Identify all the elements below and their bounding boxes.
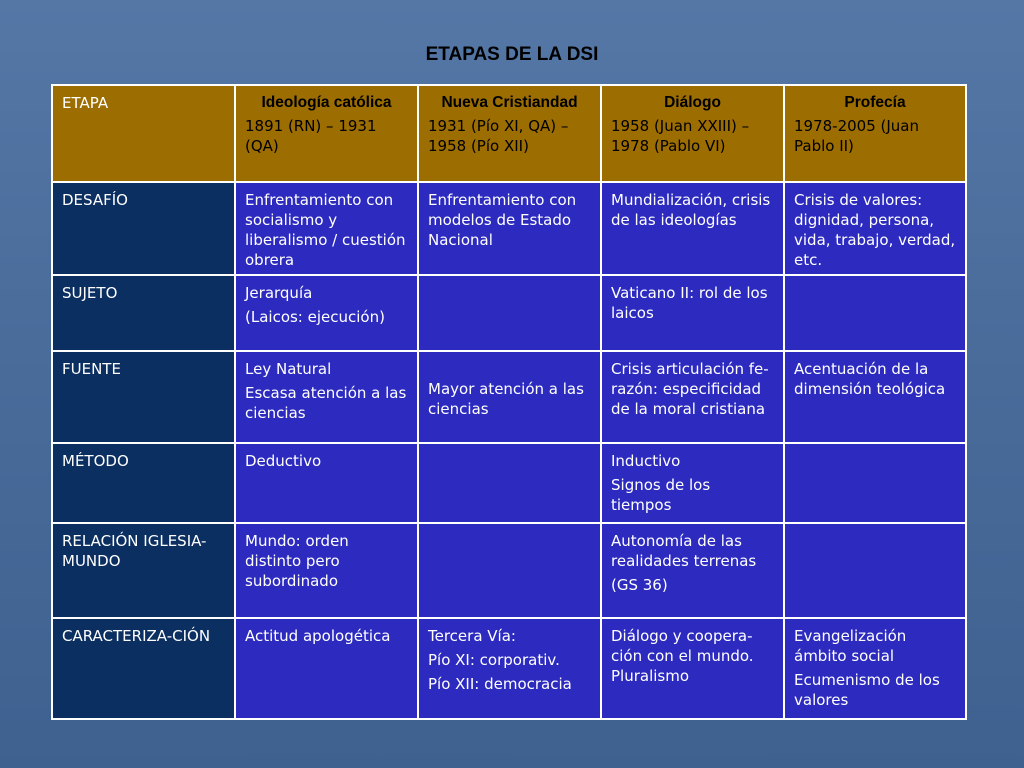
row-label: CARACTERIZA-CIÓN	[62, 627, 211, 645]
header-etapa-cell	[52, 85, 235, 182]
table-row	[52, 351, 966, 443]
table-cell	[601, 351, 784, 443]
cell-text: Mundialización, crisis de las ideologías	[611, 191, 771, 229]
row-label: FUENTE	[62, 360, 121, 378]
table-cell	[235, 182, 418, 275]
row-label-cell	[52, 275, 235, 351]
cell-text: Enfrentamiento con socialismo y liberalismo / cuestión obrera	[245, 191, 406, 269]
header-row	[52, 85, 966, 182]
stages-table	[51, 84, 967, 720]
row-label: DESAFÍO	[62, 191, 128, 209]
table-cell	[601, 182, 784, 275]
cell-text: Crisis articulación fe-razón: especificidad de la moral cristiana	[611, 360, 769, 418]
row-label: MÉTODO	[62, 452, 129, 470]
table-cell	[601, 443, 784, 523]
table-cell	[784, 182, 966, 275]
slide-title: ETAPAS DE LA DSI	[425, 44, 599, 65]
table-cell	[601, 275, 784, 351]
cell-text: Jerarquía	[245, 284, 313, 302]
stage-dates: 1931 (Pío XI, QA) – 1958 (Pío XII)	[428, 117, 569, 155]
stage-name: Diálogo	[664, 94, 721, 111]
row-label: RELACIÓN IGLESIA-MUNDO	[62, 532, 207, 570]
header-col-1	[235, 85, 418, 182]
table-cell	[418, 618, 601, 719]
table-row	[52, 523, 966, 618]
cell-text: Mundo: orden distinto pero subordinado	[245, 532, 349, 590]
table-cell	[784, 443, 966, 523]
header-etapa-label: ETAPA	[62, 94, 109, 112]
stage-name: Profecía	[844, 94, 906, 111]
cell-text: (Laicos: ejecución)	[245, 308, 385, 326]
table-cell	[784, 351, 966, 443]
header-col-4	[784, 85, 966, 182]
table-cell	[601, 523, 784, 618]
table-cell	[418, 351, 601, 443]
cell-text: Evangelización ámbito social	[794, 627, 907, 665]
cell-text: Tercera Vía:	[428, 627, 516, 645]
cell-text: Inductivo	[611, 452, 681, 470]
header-col-3	[601, 85, 784, 182]
table-row	[52, 443, 966, 523]
cell-text: Ley Natural	[245, 360, 332, 378]
cell-text: Ecumenismo de los valores	[794, 671, 940, 709]
table-cell	[784, 275, 966, 351]
header-col-2	[418, 85, 601, 182]
cell-text: Deductivo	[245, 452, 322, 470]
table-cell	[601, 618, 784, 719]
cell-text: Vaticano II: rol de los laicos	[611, 284, 768, 322]
row-label-cell	[52, 618, 235, 719]
row-label-cell	[52, 523, 235, 618]
cell-text: (GS 36)	[611, 576, 668, 594]
stage-name: Nueva Cristiandad	[441, 94, 578, 111]
table-cell	[418, 523, 601, 618]
stage-dates: 1891 (RN) – 1931 (QA)	[245, 117, 377, 155]
stage-dates: 1958 (Juan XXIII) – 1978 (Pablo VI)	[611, 117, 750, 155]
table-cell	[418, 275, 601, 351]
cell-text: Mayor atención a las ciencias	[428, 380, 584, 418]
table-cell	[235, 351, 418, 443]
stage-name: Ideología católica	[261, 94, 392, 111]
stage-dates: 1978-2005 (Juan Pablo II)	[794, 117, 920, 155]
cell-text: Acentuación de la dimensión teológica	[794, 360, 946, 398]
table-cell	[418, 443, 601, 523]
table-cell	[235, 523, 418, 618]
row-label-cell	[52, 182, 235, 275]
cell-text: Diálogo y coopera-ción con el mundo. Pluralismo	[611, 627, 754, 685]
cell-text: Signos de los tiempos	[611, 476, 711, 514]
row-label-cell	[52, 443, 235, 523]
table-cell	[235, 618, 418, 719]
cell-text: Pío XI: corporativ.	[428, 651, 560, 669]
cell-text: Pío XII: democracia	[428, 675, 572, 693]
table-cell	[235, 275, 418, 351]
cell-text: Crisis de valores: dignidad, persona, vida, trabajo, verdad, etc.	[794, 191, 956, 269]
table-cell	[418, 182, 601, 275]
table-row	[52, 182, 966, 275]
cell-text: Actitud apologética	[245, 627, 391, 645]
cell-text: Enfrentamiento con modelos de Estado Nacional	[428, 191, 577, 249]
row-label-cell	[52, 351, 235, 443]
cell-text: Escasa atención a las ciencias	[245, 384, 407, 422]
table-cell	[784, 618, 966, 719]
row-label: SUJETO	[62, 284, 118, 302]
table-row	[52, 275, 966, 351]
table-row	[52, 618, 966, 719]
table-cell	[235, 443, 418, 523]
table-cell	[784, 523, 966, 618]
cell-text: Autonomía de las realidades terrenas	[611, 532, 757, 570]
